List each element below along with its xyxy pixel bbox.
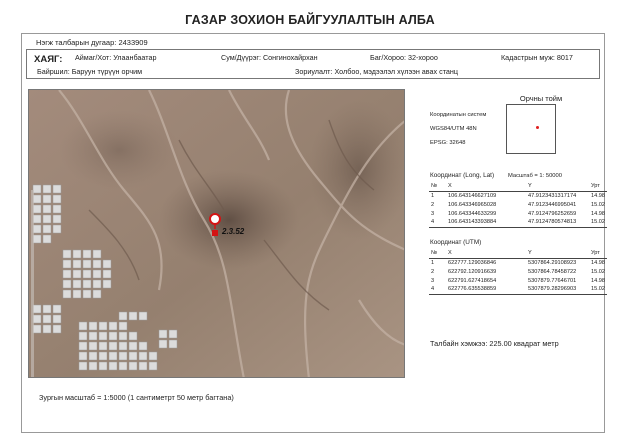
map-scale-note: Зургын масштаб = 1:5000 (1 сантиметрт 50 метр багтана)	[39, 393, 234, 402]
overview-map	[506, 104, 556, 154]
column-header: Y	[526, 182, 589, 191]
table-cell: 1	[431, 259, 435, 266]
table-cell: 15.02	[591, 268, 605, 275]
table-cell: 14.98	[591, 277, 605, 284]
table-row	[429, 200, 607, 209]
table-cell: 5307879.77646701	[528, 277, 577, 284]
column-header: Урт	[589, 182, 607, 191]
table-cell: 15.02	[591, 219, 605, 226]
table-header-row	[429, 249, 607, 258]
sum-field: Сум/Дүүрэг: Сонгинохайрхан	[221, 53, 318, 62]
table-cell: 47.9124796252659	[528, 210, 577, 217]
parcel-marker[interactable]	[212, 230, 218, 236]
address-heading: ХАЯГ:	[34, 54, 63, 65]
satellite-map[interactable]	[28, 89, 405, 378]
table-cell: 5307864.29108923	[528, 259, 577, 266]
table-cell: 106.643344633299	[448, 210, 497, 217]
table-cell: 2	[431, 201, 435, 208]
column-header: №	[429, 182, 446, 191]
table-cell: 5307879.28296903	[526, 285, 589, 294]
table-row	[429, 258, 607, 267]
table-cell: 622791.627418654	[448, 277, 497, 284]
table-cell: 106.643346965028	[448, 201, 497, 208]
table-cell: 47.9123446995041	[528, 201, 577, 208]
table-cell: 3	[431, 210, 435, 217]
table-cell: 3	[431, 277, 435, 284]
table-row	[429, 276, 607, 285]
address-box	[26, 49, 600, 79]
table-cell: 2	[431, 268, 435, 275]
overview-marker	[536, 126, 539, 129]
table-row	[429, 285, 607, 294]
utm-coordinates-table	[429, 249, 607, 295]
table-cell: 15.02	[591, 286, 605, 293]
table-cell: 5307864.78458722	[528, 268, 577, 275]
utm-table-heading: Координат (UTM)	[430, 239, 482, 246]
aimag-field: Аймаг/Хот: Улаанбаатар	[75, 53, 157, 62]
column-header: Y	[526, 249, 589, 258]
cadastral-field: Кадастрын муж: 8017	[501, 53, 573, 62]
column-header: X	[446, 182, 526, 191]
area-value: Талбайн хэмжээ: 225.00 квадрат метр	[430, 339, 559, 348]
column-header: Урт	[589, 249, 607, 258]
bag-field: Баг/Хороо: 32-хороо	[370, 53, 438, 62]
table-cell: 4	[429, 218, 446, 227]
table-row	[429, 218, 607, 227]
purpose-field: Зориулалт: Холбоо, мэдээлэл хүлээн авах станц	[295, 67, 458, 76]
table-row	[429, 209, 607, 218]
projection-heading: Координатын систем	[430, 112, 487, 118]
projection-epsg: EPSG: 32648	[430, 140, 466, 146]
geo-coordinates-table	[429, 182, 607, 228]
scale-note: Масштаб = 1: 50000	[508, 173, 562, 179]
table-cell: 622776.635538859	[446, 285, 526, 294]
table-cell: 47.9124780574813	[526, 218, 589, 227]
geo-table-heading: Координат (Long, Lat)	[430, 172, 495, 179]
table-cell: 1	[431, 192, 435, 199]
table-cell: 106.643143393884	[446, 218, 526, 227]
table-cell: 47.9123431317174	[528, 192, 577, 199]
table-cell: 14.98	[591, 210, 605, 217]
parcel-number: Нэгж талбарын дугаар: 2433909	[36, 38, 148, 47]
location-field: Байршил: Баруун түрүүн орчим	[37, 67, 143, 76]
column-header: X	[446, 249, 526, 258]
projection-system: WGS84/UTM 48N	[430, 126, 477, 132]
table-cell: 622792.120916639	[448, 268, 497, 275]
page-title: ГАЗАР ЗОХИОН БАЙГУУЛАЛТЫН АЛБА	[185, 13, 435, 27]
table-row	[429, 267, 607, 276]
parcel-label: 2.3.52	[222, 227, 245, 236]
table-cell: 14.98	[591, 259, 605, 266]
table-header-row	[429, 182, 607, 191]
column-header: №	[429, 249, 446, 258]
table-cell: 622777.129036846	[448, 259, 497, 266]
table-cell: 15.02	[591, 201, 605, 208]
table-cell: 106.643146627109	[448, 192, 497, 199]
thumbnail-title: Орчны тойм	[519, 94, 563, 103]
table-cell: 14.98	[591, 192, 605, 199]
table-cell: 4	[429, 285, 446, 294]
table-row	[429, 191, 607, 200]
